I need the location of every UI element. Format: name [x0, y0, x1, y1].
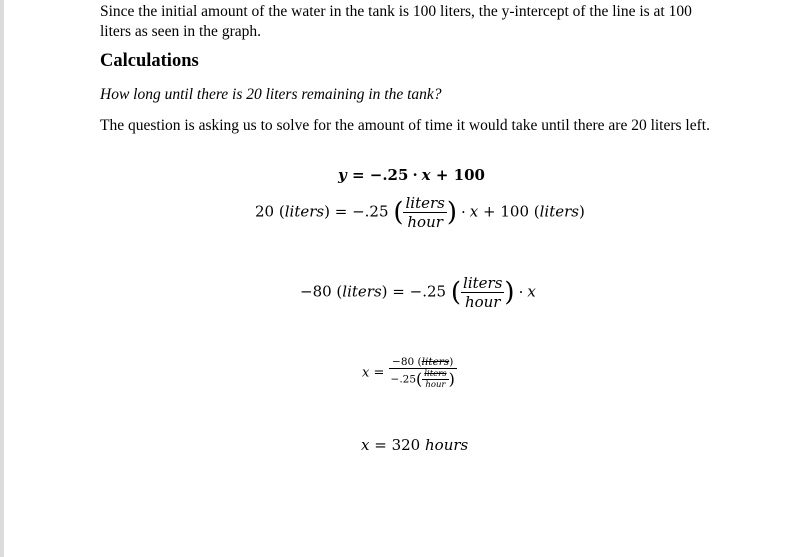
- eq2-unit-fraction: [403, 194, 446, 231]
- eq5-x: x: [361, 436, 370, 454]
- eq2-unit: liters: [539, 202, 579, 221]
- eq2-fraction-denominator: hour: [407, 213, 443, 231]
- page-left-edge: [0, 0, 4, 557]
- eq3-fraction-denominator: hour: [464, 293, 501, 311]
- eq2-x: x: [469, 202, 479, 221]
- eq3-unit-fraction: [461, 274, 504, 311]
- eq4-numerator-close: ): [449, 356, 454, 368]
- eq4-denominator-value: −.25: [390, 373, 417, 386]
- eq2-lhs-unit: liters: [284, 202, 325, 221]
- eq2-lhs: 20 (: [255, 202, 285, 221]
- eq1-plus: +: [435, 166, 449, 184]
- section-heading: Calculations: [100, 51, 199, 71]
- eq2-lhs-close: ): [324, 202, 330, 221]
- eq3-lhs-close: ): [381, 282, 388, 301]
- eq1-constant: 100: [453, 166, 485, 184]
- equation-5: [361, 436, 468, 454]
- eq4-fraction: [389, 356, 457, 390]
- eq2-coefficient: −.25: [352, 202, 389, 221]
- equation-2: 20 (liters) = −.25 ( $\frac{\text{liters}}{\text{hour}}$ ) · x + 100 (liters): [255, 194, 585, 231]
- explanation-paragraph: The question is asking us to solve for the amount of time it would take until there are 20 liters left.: [100, 117, 710, 134]
- eq3-lhs-unit: liters: [342, 282, 382, 301]
- question-text: How long until there is 20 liters remaining in the tank?: [100, 86, 442, 103]
- eq2-equals: =: [334, 202, 348, 221]
- eq4-numerator-unit-cancelled: liters: [421, 356, 450, 368]
- eq4-numerator: [389, 356, 457, 369]
- eq3-fraction-numerator: liters: [463, 274, 503, 292]
- eq1-coefficient: −.25: [369, 166, 409, 184]
- eq2-plus-constant: + 100 (: [483, 202, 540, 221]
- eq1-y: y: [338, 166, 347, 184]
- eq4-denominator-unit-fraction: [422, 369, 448, 390]
- eq1-x: x: [421, 166, 431, 184]
- eq4-denominator-unit-cancelled: liters: [424, 369, 447, 379]
- eq4-equals: =: [373, 365, 385, 381]
- eq1-equals: =: [351, 166, 365, 184]
- eq5-result: = 320: [374, 436, 421, 454]
- eq2-fraction-numerator: liters: [405, 194, 445, 212]
- eq3-lhs: −80 (: [300, 282, 343, 301]
- eq4-x: x: [362, 365, 370, 381]
- eq4-denominator: −.25( $\frac{\text{liters}}{\text{hour}}$ ): [390, 369, 455, 390]
- equation-1: y = −.25 · x + 100: [338, 166, 485, 184]
- eq3-coefficient: −.25: [409, 282, 447, 301]
- equation-3: −80 (liters) = −.25 ( $\frac{\text{liters}}{\text{hour}}$ ) · x: [300, 274, 536, 311]
- intro-paragraph: Since the initial amount of the water in the tank is 100 liters, the y-intercept of the line is at 100 liters as seen in the graph.: [100, 3, 692, 40]
- eq4-numerator-value: −80 (: [392, 356, 422, 368]
- eq4-denominator-hour: hour: [425, 380, 446, 390]
- equation-4: [362, 356, 457, 390]
- eq2-close: ): [579, 202, 585, 221]
- eq3-equals: =: [392, 282, 405, 301]
- eq5-unit: hours: [425, 436, 469, 454]
- eq3-x: x: [527, 282, 536, 301]
